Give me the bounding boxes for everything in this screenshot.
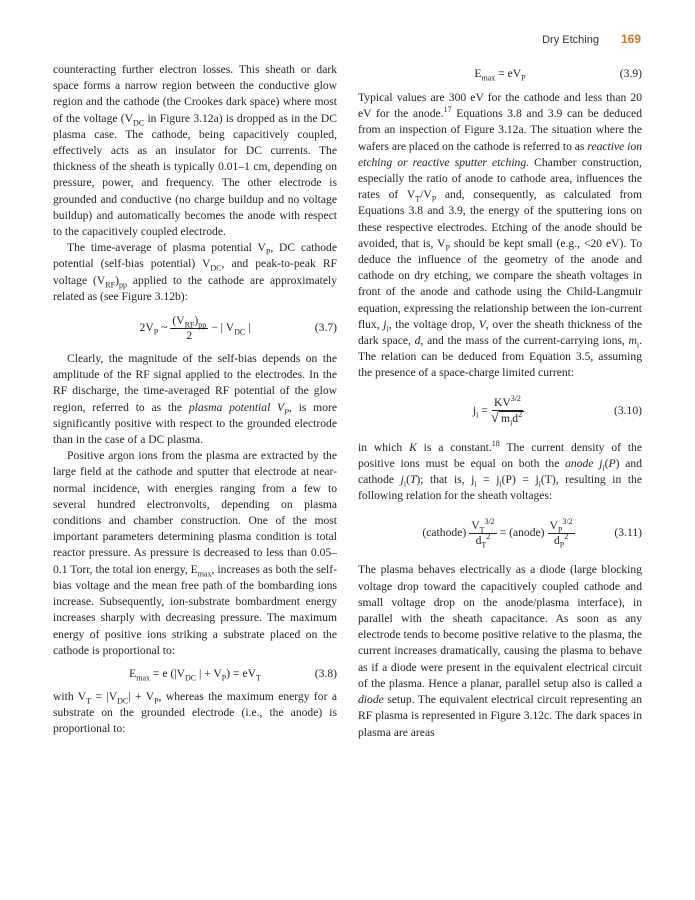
fraction: $\frac{(V_{RF})_{pp}}{2}$ bbox=[172, 313, 207, 342]
paragraph: with $V_T = |V_{DC}| + V_P$, whereas the maximum energy for a substrate on the grounded electrode (i.e., the anode) is proportional to: bbox=[53, 689, 337, 736]
equation-3-9: $E_{max} = eV_P$ (3.9) bbox=[474, 66, 642, 83]
equation-3-10: $j_i$ = $KV^{3/2}$ √ $m_id^2$ (3.10) bbox=[472, 393, 642, 427]
paragraph: The time-average of plasma potential $V_P$, DC cathode potential (self-bias potential) $V_{DC}$, and peak-to-peak RF voltage $(V_{RF})_{pp}$ applied to the cathode are approximately related as (see Figure 3.12b): bbox=[53, 241, 338, 303]
right-column bbox=[358, 62, 642, 741]
fraction: $\frac{V_P^{3/2}}{d_P^2}$ bbox=[549, 517, 573, 550]
paragraph: Typical values are 300 eV for the cathode and less than 20 eV for the anode.$^{17}$ Equations 3.8 and 3.9 can be deduced from an inspection of Figure 3.12a. The situation where the wafers are placed on the cathode is referred to as reactive ion etching or reactive sputter etching. Chamber construction, especially the ratio of anode to cathode area, influences the rates of $V_T/V_P$ and, consequently, as calculated from Equations 3.8 and 3.9, the energy of the sputtering ions on these respective electrodes. Etching of the anode should be avoided, that is, $V_P$ should be kept small (e.g., <20 eV). To deduce the influence of the geometry of the anode and cathode on dry etching, we compare the sheath voltages in front of the anode and cathode using the Child-Langmuir equation, expressing the relationship between the ion-current flux, $j_i$, the voltage drop, V, over the sheath thickness of the dark space, d, and the mass of the current-carrying ions, $m_i$. The relation can be deduced from Equation 3.5, assuming the presence of a space-charge limited current: bbox=[358, 91, 642, 380]
square-root: √ $m_id^2$ bbox=[490, 409, 523, 427]
paragraph: Positive argon ions from the plasma are extracted by the large field at the cathode and sputter that electrode at near-normal incidence, with energies ranging from a few to several hundred electronvolts, depending on plasma conditions and chamber construction. One of the most important parameters determining plasma condition is total reactor pressure. As pressure is decreased to less than 0.05–0.1 Torr, the total ion energy, $E_{max}$, increases as both the self-bias voltage and the mean free path of the bombarding ions increase. Subsequently, ion-substrate bombardment energy increases sharply with decreasing pressure. The maximum energy of positive ions striking a substrate placed on the cathode is proportional to: bbox=[53, 449, 337, 657]
equation-3-8: $E_{max} = e$ ($|V_{DC}$ | + $V_P) = eV_T$ (3.8) bbox=[129, 666, 337, 683]
equation-3-7: $2V_P$ ~ $\frac{(V_{RF})_{pp}}{2}$ − | $V_{DC}$ | (3.7) bbox=[139, 313, 337, 342]
fraction: $KV^{3/2}$ √ $m_id^2$ bbox=[490, 393, 523, 427]
equation-number: (3.8) bbox=[314, 666, 337, 680]
page-header bbox=[542, 32, 641, 48]
equation-number: (3.7) bbox=[314, 320, 337, 334]
paragraph: Clearly, the magnitude of the self-bias depends on the amplitude of the RF signal applied to the electrodes. In the RF discharge, the time-averaged RF potential of the glow region, referred to as the plasma potential $V_P$, is more significantly positive with respect to the grounded electrode than in the case of a DC plasma. bbox=[53, 352, 337, 447]
fraction: $\frac{V_T^{3/2}}{d_T^2}$ bbox=[471, 517, 495, 550]
paragraph: counteracting further electron losses. This sheath or dark space forms a narrow region between the conductive glow region and the cathode (the Crookes dark space) where most of the voltage ($V_{DC}$ in Figure 3.12a) is dropped as in the DC plasma case. The cathode, being capacitively coupled, effectively acts as an insulator for DC currents. The thickness of the sheath is typically 0.01–1 cm, depending on pressure, power, and frequency. The other electrode is grounded and conductive (no charge buildup and no voltage buildup) and automatically becomes the anode with respect to the capacitively coupled electrode. bbox=[53, 63, 338, 239]
equation-number: (3.9) bbox=[619, 66, 642, 80]
paragraph: in which K is a constant.$^{18}$ The current density of the positive ions must be equal on both the anode $j_i(P)$ and cathode $j_i(T)$; that is, $j_i = j_i(P) = j_i(T)$, resulting in the following relation for the sheath voltages: bbox=[358, 438, 643, 503]
paragraph: The plasma behaves electrically as a diode (large blocking voltage drop toward the capacitively coupled cathode and small voltage drop on the anode/plasma interface), in parallel with the sheath capacitance. As soon as any electrode tends to become positive relative to the plasma, the current increases dramatically, causing the plasma to behave as if a diode were present in the equivalent electrical circuit of the plasma. Hence a planar, parallel setup also is called a diode setup. The equivalent electrical circuit representing an RF plasma is represented in Figure 3.12c. The dark spaces in plasma are areas bbox=[358, 563, 642, 739]
running-head: Dry Etching bbox=[542, 34, 599, 46]
equation-number: (3.10) bbox=[613, 403, 642, 417]
equation-3-11: (cathode) $\frac{V_T^{3/2}}{d_T^2}$ = (anode) $\frac{V_P^{3/2}}{d_P^2}$ (3.11) bbox=[422, 517, 642, 550]
equation-number: (3.11) bbox=[614, 526, 642, 540]
page-number: 169 bbox=[620, 32, 641, 46]
left-column bbox=[53, 62, 337, 738]
